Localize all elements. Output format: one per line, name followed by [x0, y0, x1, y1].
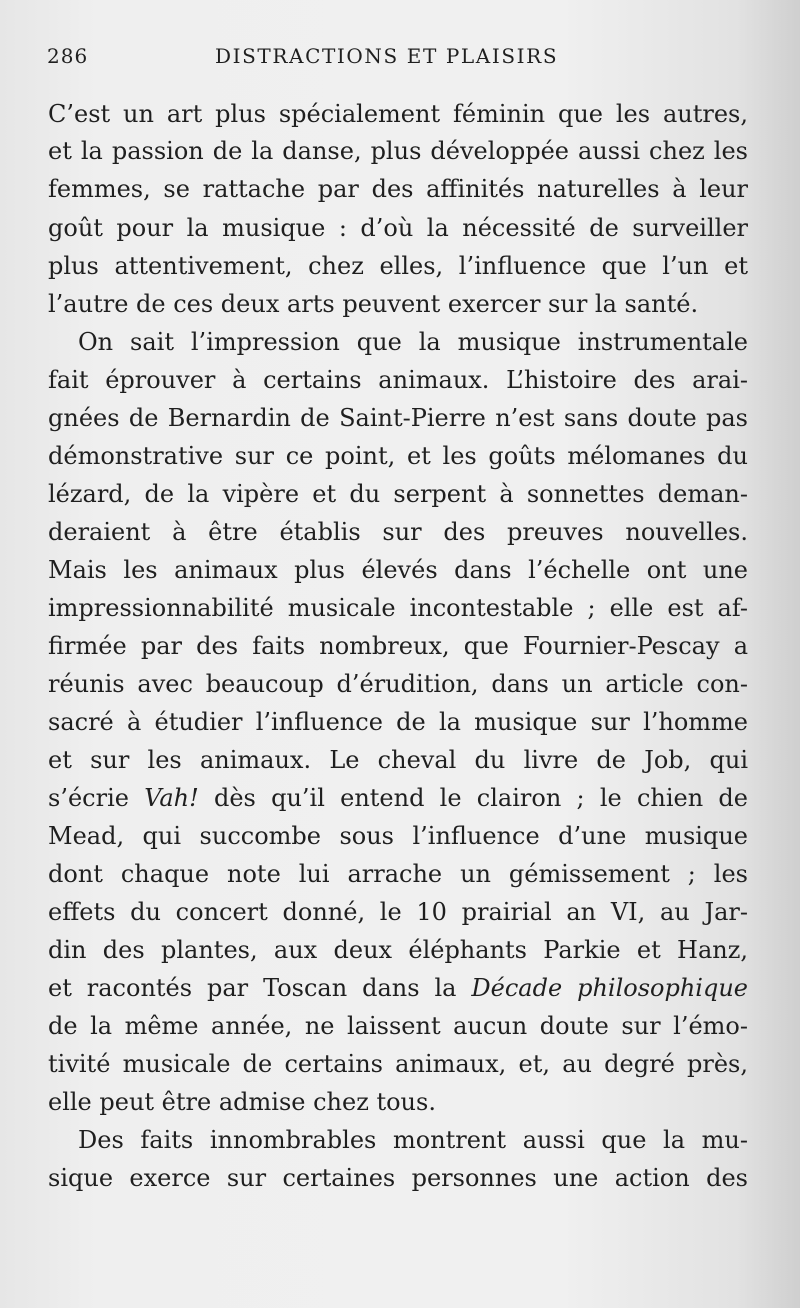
text-line: tivité musicale de certains animaux, et, au degré près,	[48, 1050, 748, 1078]
page-number: 286	[47, 44, 89, 68]
page-header	[47, 44, 747, 78]
text-line: gnées de Bernardin de Saint-Pierre n’est sans doute pas	[48, 404, 748, 432]
text-line: de la même année, ne laissent aucun doute sur l’émo-	[48, 1012, 748, 1040]
text-line: deraient à être établis sur des preuves nouvelles.	[48, 518, 748, 546]
text-line: impressionnabilité musicale incontestable ; elle est af-	[48, 594, 748, 622]
text-line: firmée par des faits nombreux, que Fournier-Pescay a	[48, 632, 748, 660]
text-line: fait éprouver à certains animaux. L’histoire des arai-	[48, 366, 748, 394]
text-line	[48, 779, 748, 817]
text-line: et la passion de la danse, plus développée aussi chez les	[48, 137, 748, 165]
text-line: plus attentivement, chez elles, l’influence que l’un et	[48, 252, 748, 280]
running-title: DISTRACTIONS ET PLAISIRS	[215, 44, 559, 68]
text-line: effets du concert donné, le 10 prairial an VI, au Jar-	[48, 898, 748, 926]
text-run: et racontés par Toscan dans la	[48, 974, 457, 1002]
text-line: lézard, de la vipère et du serpent à sonnettes deman-	[48, 480, 748, 508]
text-line: din des plantes, aux deux éléphants Parkie et Hanz,	[48, 936, 748, 964]
text-line: et sur les animaux. Le cheval du livre de Job, qui	[48, 746, 748, 774]
text-line: Mead, qui succombe sous l’influence d’une musique	[48, 822, 748, 850]
text-line: Des faits innombrables montrent aussi que la mu-	[78, 1126, 748, 1154]
text-line: dont chaque note lui arrache un gémissement ; les	[48, 860, 748, 888]
text-line: femmes, se rattache par des affinités naturelles à leur	[48, 175, 748, 203]
text-line: On sait l’impression que la musique instrumentale	[78, 328, 748, 356]
text-run: s’écrie	[48, 784, 129, 812]
text-line	[48, 969, 748, 1007]
text-line: C’est un art plus spécialement féminin que les autres,	[48, 100, 748, 128]
text-line: l’autre de ces deux arts peuvent exercer sur la santé.	[48, 290, 699, 318]
text-line: goût pour la musique : d’où la nécessité de surveiller	[48, 214, 748, 242]
text-run: dès qu’il entend le clairon ; le chien de	[213, 784, 748, 812]
italic-exclamation: Vah!	[144, 784, 199, 812]
text-line: Mais les animaux plus élevés dans l’échelle ont une	[48, 556, 748, 584]
text-line: démonstrative sur ce point, et les goûts mélomanes du	[48, 442, 748, 470]
text-line: réunis avec beaucoup d’érudition, dans un article con-	[48, 670, 748, 698]
italic-title: Décade philosophique	[471, 974, 748, 1002]
text-line: sique exerce sur certaines personnes une action des	[48, 1164, 748, 1192]
text-line: sacré à étudier l’influence de la musique sur l’homme	[48, 708, 748, 736]
text-line: elle peut être admise chez tous.	[48, 1088, 436, 1116]
